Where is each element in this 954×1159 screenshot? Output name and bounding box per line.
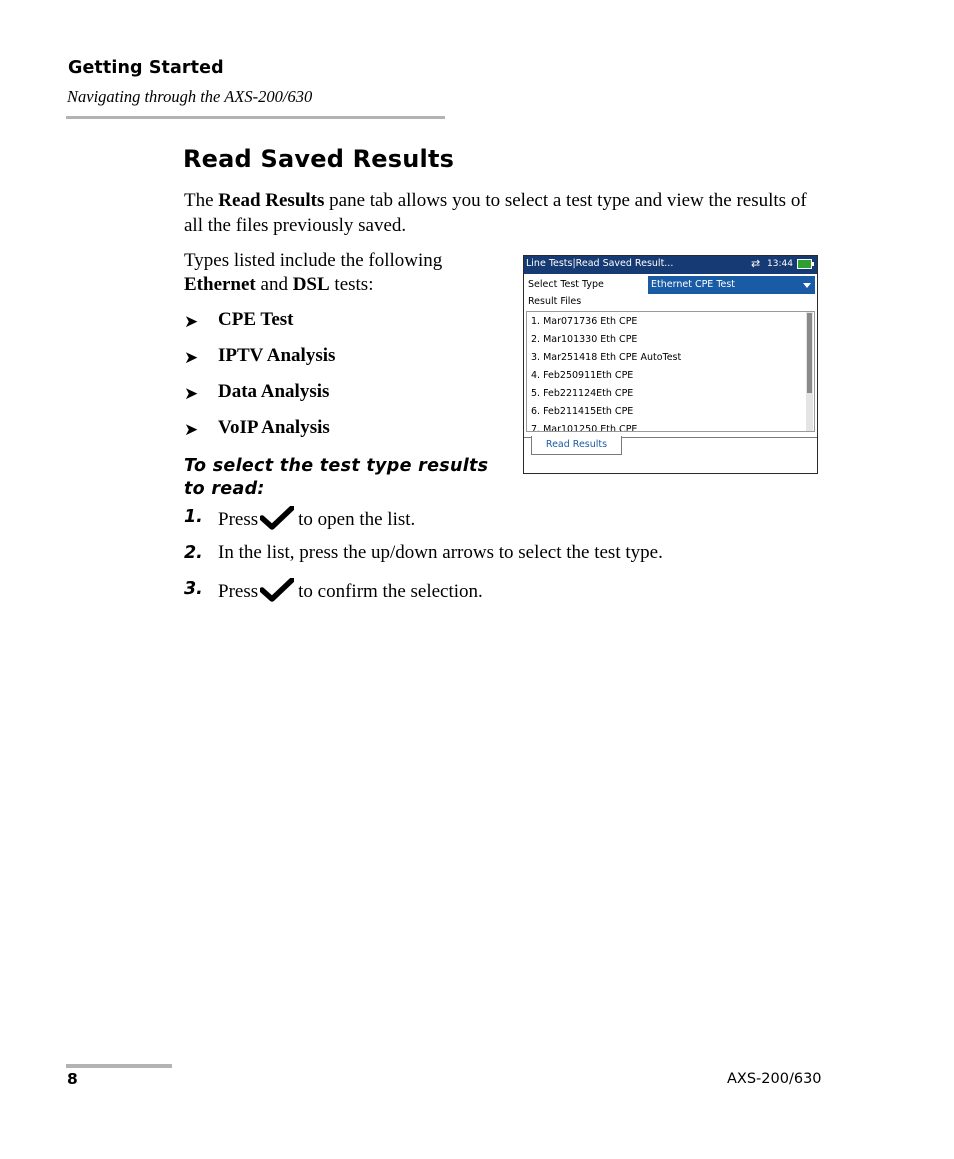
bullet-arrow-icon: ➤ bbox=[184, 312, 199, 331]
footer-product-name: AXS-200/630 bbox=[727, 1071, 822, 1087]
bullet-label: VoIP Analysis bbox=[218, 417, 330, 438]
types-text-1: Types listed include the following bbox=[184, 250, 443, 271]
list-scrollbar-thumb[interactable] bbox=[807, 313, 812, 393]
dropdown-arrow-icon bbox=[803, 283, 811, 288]
step-number: 3. bbox=[184, 579, 203, 599]
result-files-list[interactable] bbox=[526, 311, 815, 432]
result-files-label: Result Files bbox=[528, 296, 582, 307]
intro-bold: Read Results bbox=[218, 190, 325, 211]
sync-arrows-icon: ⇄ bbox=[751, 257, 761, 270]
bullet-label: CPE Test bbox=[218, 309, 294, 330]
procedure-title: To select the test type results to read: bbox=[184, 456, 489, 499]
result-file-item[interactable]: 5. Feb221124Eth CPE bbox=[531, 388, 634, 399]
battery-icon bbox=[797, 259, 812, 269]
bullet-arrow-icon: ➤ bbox=[184, 420, 199, 439]
result-file-item[interactable]: 4. Feb250911Eth CPE bbox=[531, 370, 634, 381]
page-number: 8 bbox=[67, 1070, 78, 1088]
bullet-arrow-icon: ➤ bbox=[184, 384, 199, 403]
footer-rule bbox=[66, 1064, 172, 1068]
page-title: Read Saved Results bbox=[183, 145, 455, 173]
device-titlebar bbox=[524, 256, 817, 274]
device-clock: 13:44 bbox=[767, 259, 793, 269]
checkmark-icon bbox=[260, 578, 294, 602]
step-body bbox=[218, 506, 415, 531]
step-text-before: Press bbox=[218, 509, 259, 530]
bullet-label: Data Analysis bbox=[218, 381, 330, 402]
types-bold-ethernet: Ethernet bbox=[184, 274, 256, 295]
intro-text-2: pane tab allows you to select a test type and view the results of all the files previously saved. bbox=[184, 190, 807, 236]
checkmark-icon bbox=[260, 506, 294, 530]
step-body bbox=[218, 578, 483, 603]
battery-tip bbox=[812, 262, 814, 266]
section-subtitle: Navigating through the AXS-200/630 bbox=[67, 87, 313, 106]
device-tab-bar bbox=[524, 437, 817, 474]
bullet-arrow-icon: ➤ bbox=[184, 348, 199, 367]
types-text-mid: and bbox=[255, 274, 293, 295]
device-screenshot bbox=[523, 255, 818, 474]
step-text-before: Press bbox=[218, 581, 259, 602]
step-body: In the list, press the up/down arrows to select the test type. bbox=[218, 542, 663, 563]
test-type-dropdown[interactable] bbox=[648, 276, 815, 294]
tab-read-results[interactable]: Read Results bbox=[531, 436, 622, 455]
select-test-type-label: Select Test Type bbox=[528, 279, 604, 290]
types-text-2: tests: bbox=[329, 274, 374, 295]
bullet-label: IPTV Analysis bbox=[218, 345, 336, 366]
intro-text-1: The bbox=[184, 190, 219, 211]
intro-paragraph bbox=[184, 188, 814, 238]
result-file-item[interactable]: 6. Feb211415Eth CPE bbox=[531, 406, 634, 417]
step-text-after: to open the list. bbox=[298, 509, 416, 530]
header-rule bbox=[66, 116, 445, 119]
step-number: 2. bbox=[184, 543, 203, 563]
result-file-item[interactable]: 3. Mar251418 Eth CPE AutoTest bbox=[531, 352, 682, 363]
step-number: 1. bbox=[184, 507, 203, 527]
result-file-item[interactable]: 2. Mar101330 Eth CPE bbox=[531, 334, 638, 345]
device-window-title: Line Tests|Read Saved Result... bbox=[526, 258, 674, 269]
types-bold-dsl: DSL bbox=[292, 274, 330, 295]
chapter-title: Getting Started bbox=[68, 58, 224, 78]
result-file-item[interactable]: 1. Mar071736 Eth CPE bbox=[531, 316, 638, 327]
test-type-value: Ethernet CPE Test bbox=[651, 279, 736, 290]
step-text-after: to confirm the selection. bbox=[298, 581, 483, 602]
result-file-item[interactable]: 7. Mar101250 Eth CPE bbox=[531, 424, 638, 432]
types-paragraph bbox=[184, 249, 504, 297]
